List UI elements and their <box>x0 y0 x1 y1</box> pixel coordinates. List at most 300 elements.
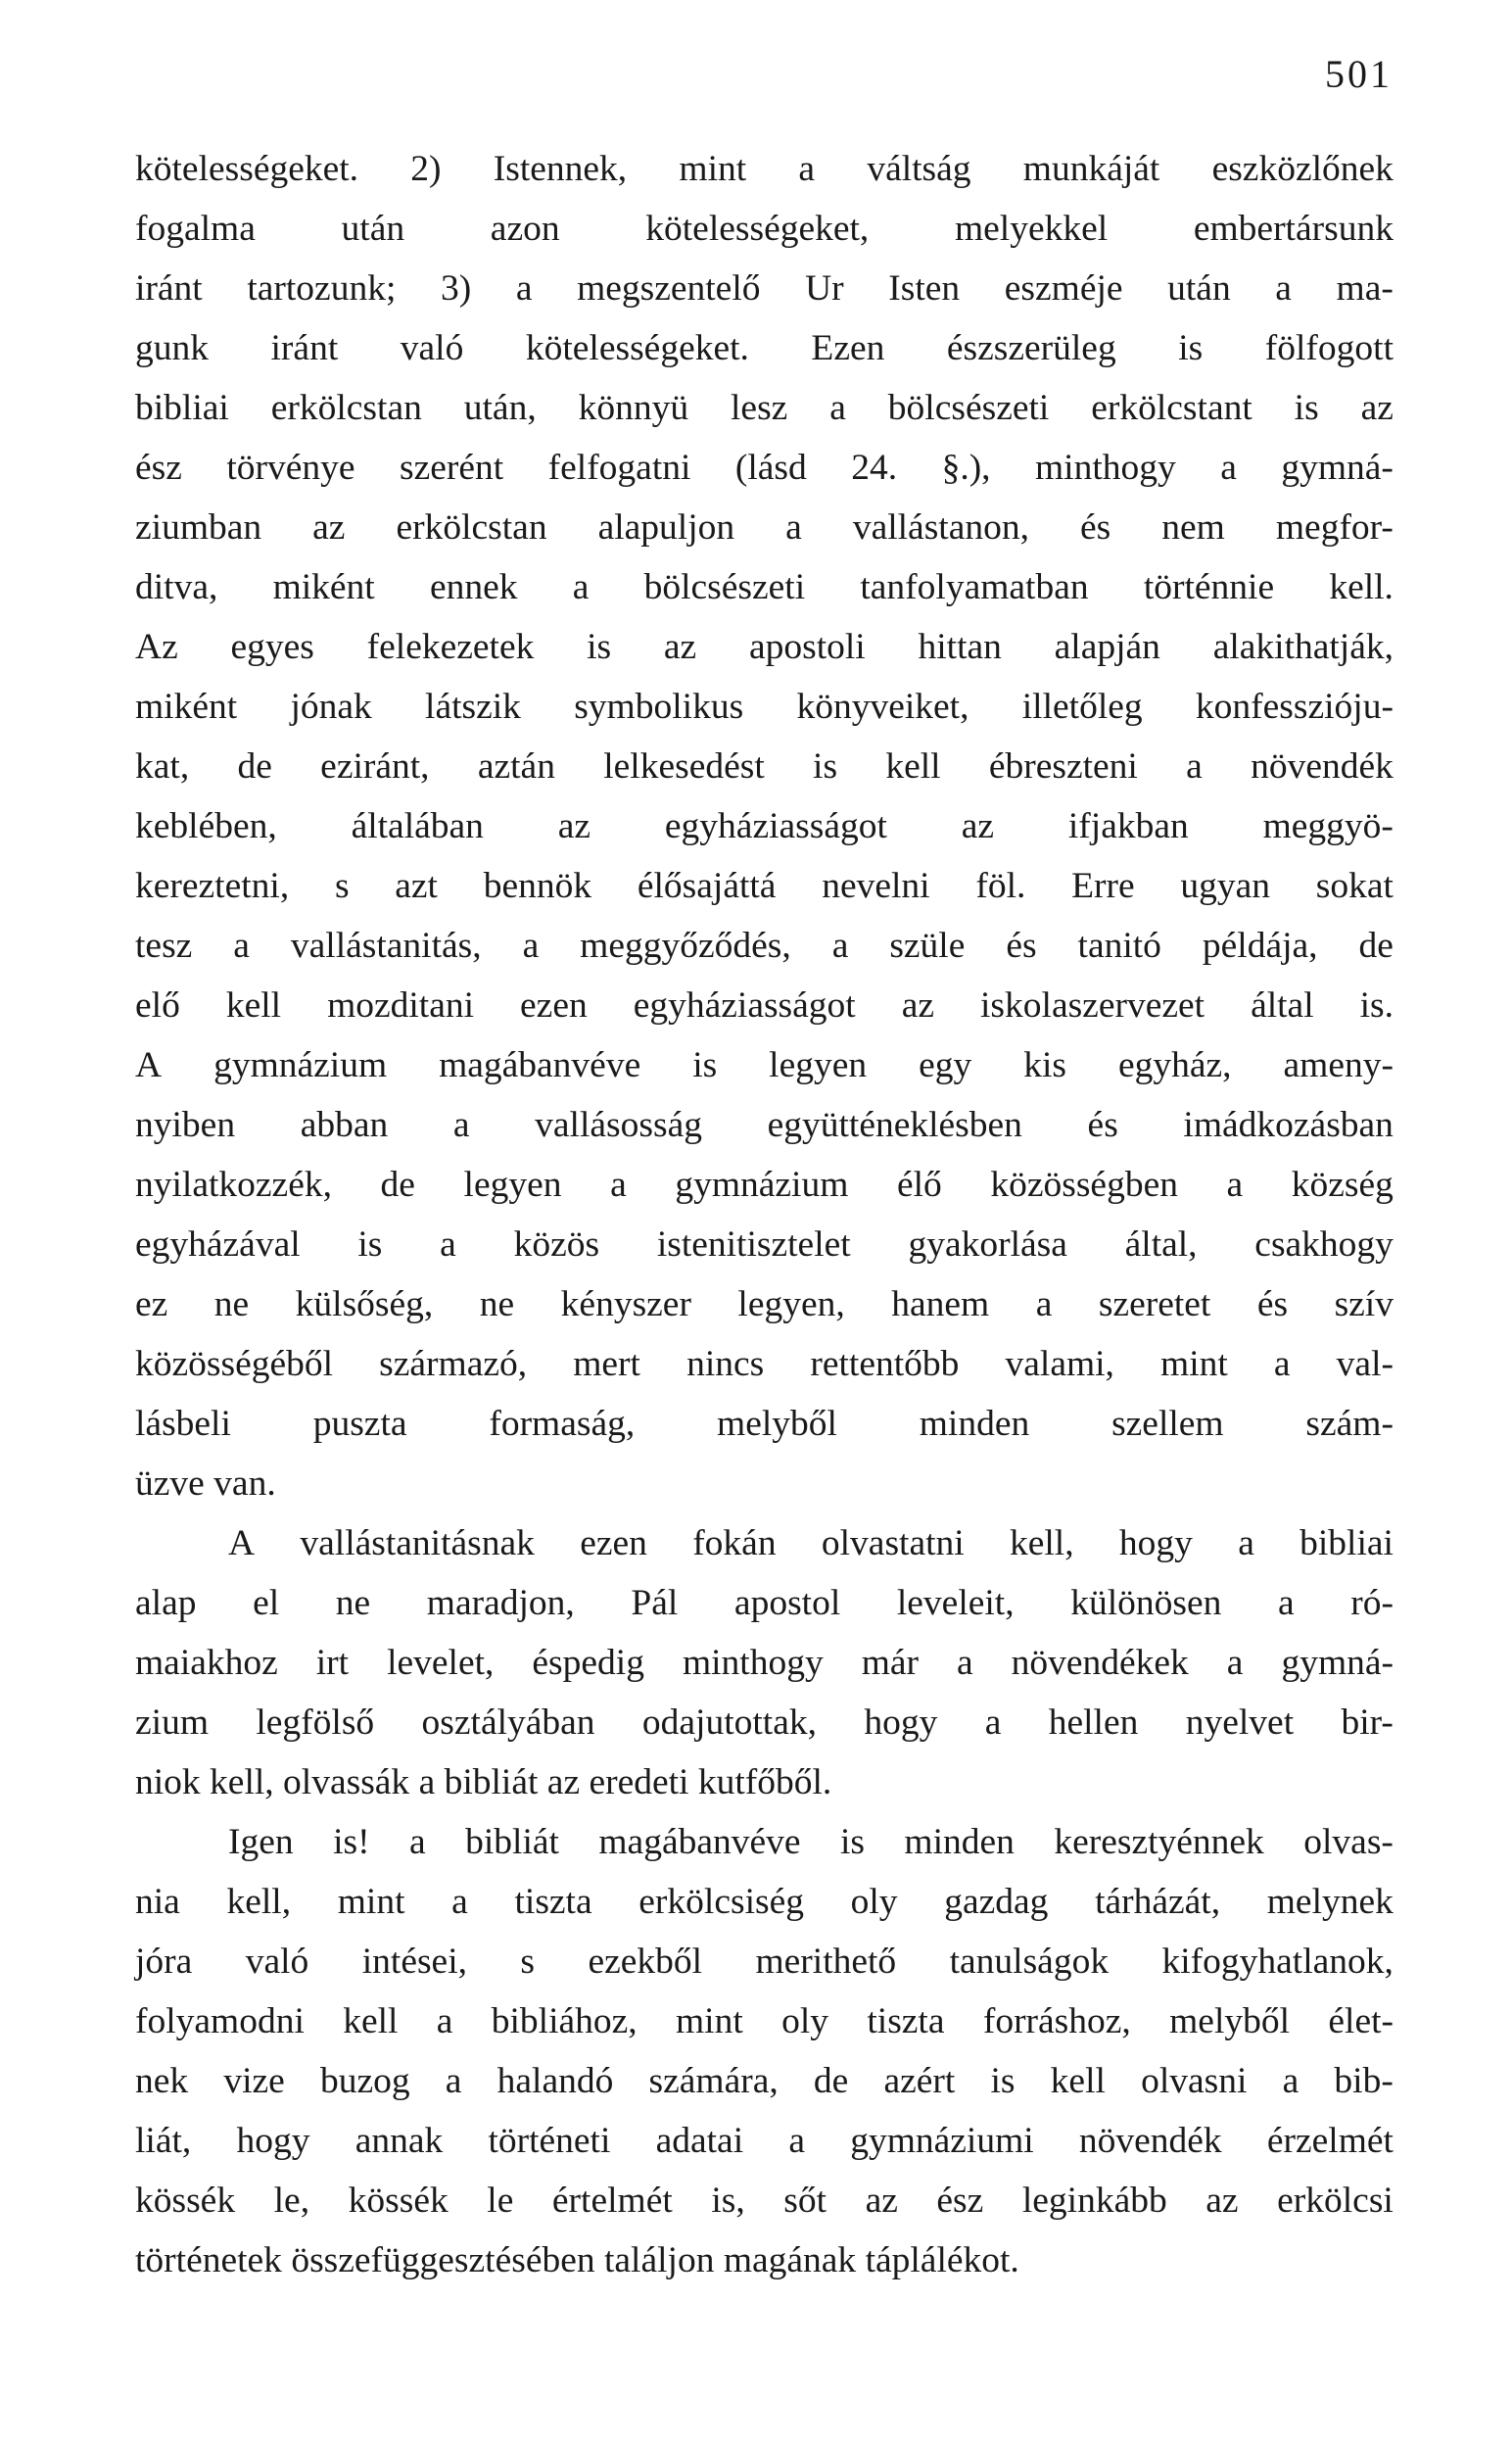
word: ezen <box>520 985 588 1026</box>
word: már <box>861 1643 919 1683</box>
word: ész <box>135 448 182 488</box>
word: minthogy <box>682 1643 824 1683</box>
word: olvassák <box>283 1762 410 1802</box>
word: leginkább <box>1021 2181 1167 2221</box>
word: történeti <box>488 2121 611 2161</box>
text-line <box>135 1812 1394 1872</box>
word: ne <box>335 1583 371 1623</box>
word: a <box>436 2001 453 2041</box>
word: Ezen <box>811 328 885 368</box>
text-line <box>135 1095 1394 1155</box>
word: melynek <box>1266 1882 1394 1922</box>
text-line <box>135 199 1394 259</box>
word: olvasni <box>1141 2061 1248 2101</box>
word: egyház, <box>1117 1045 1232 1085</box>
word: formaság, <box>489 1404 636 1444</box>
word: liát, <box>135 2121 192 2161</box>
word: minthogy <box>1035 448 1176 488</box>
word: példája, <box>1202 926 1318 966</box>
word: gunk <box>135 328 209 368</box>
word: A <box>135 1045 163 1085</box>
text-line <box>135 1573 1394 1633</box>
word: táplálékot. <box>865 2240 1019 2280</box>
word: is, <box>711 2181 745 2221</box>
word: legyen <box>463 1165 562 1205</box>
word: különösen <box>1070 1583 1222 1623</box>
word: kötelességeket, <box>645 209 870 249</box>
word: valami, <box>1005 1344 1114 1384</box>
word: a <box>451 1882 468 1922</box>
word: váltság <box>867 149 971 189</box>
word: jóra <box>135 1942 193 1982</box>
word: s <box>520 1942 536 1982</box>
word: erkölcstan <box>396 507 547 548</box>
word: ditva, <box>135 567 218 607</box>
word: elő <box>135 985 180 1026</box>
word: ezen <box>580 1523 647 1563</box>
word: eszközlőnek <box>1211 149 1394 189</box>
word: is <box>839 1822 865 1862</box>
word: eszméje <box>1004 268 1123 309</box>
word: eziránt, <box>320 746 430 787</box>
body-text <box>135 139 1394 2290</box>
word: erkölcstant <box>1091 388 1252 428</box>
word: de <box>380 1165 415 1205</box>
word: sőt <box>783 2181 827 2221</box>
word: fogalma <box>135 209 256 249</box>
word: nincs <box>686 1344 765 1384</box>
word: mint <box>679 149 747 189</box>
word: gymnázium <box>675 1165 849 1205</box>
text-line <box>135 1872 1394 1932</box>
word: legyen, <box>737 1284 845 1324</box>
word: magának <box>723 2240 857 2280</box>
word: nek <box>135 2061 189 2101</box>
text-line <box>135 1155 1394 1215</box>
word: bibliát <box>465 1822 559 1862</box>
word: a <box>788 2121 805 2161</box>
word: megfor- <box>1275 507 1394 548</box>
text-line <box>135 1215 1394 1274</box>
word: is <box>357 1224 383 1265</box>
word: mint <box>1160 1344 1228 1384</box>
word: egyes <box>230 627 314 667</box>
text-line <box>135 1633 1394 1693</box>
text-line <box>135 1454 1394 1513</box>
word: is! <box>333 1822 370 1862</box>
word: és <box>1080 507 1111 548</box>
word: alap <box>135 1583 197 1623</box>
word: fölfogott <box>1264 328 1394 368</box>
word: a <box>522 926 540 966</box>
word: alapján <box>1054 627 1160 667</box>
word: éspedig <box>532 1643 644 1683</box>
word: való <box>400 328 464 368</box>
text-line <box>135 617 1394 677</box>
word: ne <box>479 1284 515 1324</box>
word: zium <box>135 1703 209 1743</box>
word: odajutottak, <box>641 1703 817 1743</box>
word: szellem <box>1111 1404 1224 1444</box>
word: az <box>557 806 591 846</box>
text-line <box>135 1334 1394 1394</box>
word: összefüggesztésében <box>291 2240 595 2280</box>
word: is <box>990 2061 1016 2101</box>
word: rettentőbb <box>810 1344 960 1384</box>
word: az <box>865 2181 898 2221</box>
word: kötelességeket. <box>525 328 749 368</box>
word: intései, <box>361 1942 467 1982</box>
word: gymná- <box>1281 1643 1394 1683</box>
word: kössék <box>135 2181 236 2221</box>
word: növendék <box>1078 2121 1222 2161</box>
word: a <box>1226 1643 1244 1683</box>
word: azon <box>490 209 560 249</box>
word: minden <box>904 1822 1015 1862</box>
word: föl. <box>975 866 1026 906</box>
word: törvénye <box>226 448 355 488</box>
word: tiszta <box>514 1882 592 1922</box>
word: az <box>961 806 995 846</box>
text-line <box>135 2230 1394 2290</box>
word: az <box>901 985 935 1026</box>
word: Pál <box>631 1583 679 1623</box>
word: Az <box>135 627 178 667</box>
word: az <box>1205 2181 1239 2221</box>
word: nem <box>1161 507 1225 548</box>
word: után, <box>463 388 537 428</box>
text-line <box>135 1991 1394 2051</box>
word: le, <box>273 2181 310 2221</box>
word: Erre <box>1071 866 1135 906</box>
word: a <box>452 1105 470 1145</box>
word: kötelességeket. <box>135 149 359 189</box>
word: ezekből <box>588 1942 703 1982</box>
text-line <box>135 856 1394 916</box>
word: bibliát <box>444 1762 539 1802</box>
word: bölcsészeti <box>643 567 806 607</box>
word: imádkozásban <box>1183 1105 1394 1145</box>
text-line <box>135 677 1394 737</box>
word: is <box>692 1045 718 1085</box>
word: kifogyhatlanok, <box>1161 1942 1394 1982</box>
word: alakithatják, <box>1212 627 1394 667</box>
word: nyiben <box>135 1105 236 1145</box>
word: történnie <box>1143 567 1275 607</box>
word: egyháziasságot <box>633 985 856 1026</box>
word: ne <box>213 1284 250 1324</box>
word: a <box>956 1643 973 1683</box>
word: tiszta <box>867 2001 945 2041</box>
word: keresztyénnek <box>1054 1822 1264 1862</box>
word: erkölcsi <box>1277 2181 1394 2221</box>
word: folyamodni <box>135 2001 305 2041</box>
word: jónak <box>290 687 372 727</box>
word: s <box>334 866 350 906</box>
word: ifjakban <box>1067 806 1189 846</box>
word: 24. <box>851 448 898 488</box>
word: fokán <box>692 1523 777 1563</box>
word: hogy <box>1118 1523 1193 1563</box>
word: üzve <box>135 1463 205 1504</box>
word: a <box>1220 448 1237 488</box>
word: a <box>440 1224 456 1265</box>
word: kell <box>343 2001 399 2041</box>
word: a <box>1282 2061 1299 2101</box>
word: gymnáziumi <box>850 2121 1034 2161</box>
text-line <box>135 1693 1394 1752</box>
text-line <box>135 498 1394 557</box>
word: kell, <box>1009 1523 1074 1563</box>
word: Isten <box>888 268 961 309</box>
word: által <box>1251 985 1314 1026</box>
word: magábanvéve <box>598 1822 801 1862</box>
word: ennek <box>429 567 518 607</box>
word: tanulságok <box>949 1942 1110 1982</box>
word: ébreszteni <box>988 746 1138 787</box>
word: magábanvéve <box>439 1045 641 1085</box>
word: nia <box>135 1882 180 1922</box>
word: élet- <box>1328 2001 1394 2041</box>
word: a <box>785 507 802 548</box>
word: lesz <box>731 388 788 428</box>
word: bir- <box>1341 1703 1394 1743</box>
word: község <box>1291 1165 1394 1205</box>
word: közösségéből <box>135 1344 334 1384</box>
word: történetek <box>135 2240 282 2280</box>
word: kell <box>885 746 941 787</box>
word: vallástanitásnak <box>300 1523 535 1563</box>
word: felfogatni <box>547 448 691 488</box>
word: könnyü <box>578 388 689 428</box>
word: hogy <box>864 1703 938 1743</box>
word: maradjon, <box>426 1583 575 1623</box>
text-line <box>135 557 1394 617</box>
word: meggyőződés, <box>580 926 791 966</box>
word: irt <box>315 1643 350 1683</box>
word: vallástanon, <box>852 507 1029 548</box>
text-line <box>135 737 1394 796</box>
word: keblében, <box>135 806 277 846</box>
word: Istennek, <box>493 149 628 189</box>
word: is. <box>1359 985 1394 1026</box>
word: niok <box>135 1762 201 1802</box>
word: és <box>1256 1284 1289 1324</box>
word: a <box>1186 746 1203 787</box>
word: együtténeklésben <box>767 1105 1022 1145</box>
word: is <box>813 746 838 787</box>
word: (lásd <box>734 448 807 488</box>
word: hellen <box>1048 1703 1139 1743</box>
word: iránt <box>270 328 339 368</box>
word: tartozunk; <box>247 268 397 309</box>
word: a <box>798 149 816 189</box>
word: melyből <box>1169 2001 1291 2041</box>
word: aztán <box>477 746 555 787</box>
word: ugyan <box>1180 866 1271 906</box>
word: közösségben <box>990 1165 1178 1205</box>
word: val- <box>1336 1344 1394 1384</box>
word: megszentelő <box>577 268 761 309</box>
text-line <box>135 1932 1394 1991</box>
word: után <box>341 209 405 249</box>
word: a <box>1277 1583 1295 1623</box>
word: a <box>1238 1523 1254 1563</box>
text-line <box>135 438 1394 498</box>
word: gazdag <box>944 1882 1049 1922</box>
word: a <box>515 268 533 309</box>
word: a <box>984 1703 1002 1743</box>
word: szív <box>1334 1284 1394 1324</box>
word: hanem <box>891 1284 990 1324</box>
word: is <box>1178 328 1204 368</box>
word: hittan <box>918 627 1002 667</box>
word: lelkesedést <box>603 746 765 787</box>
word: vallástanitás, <box>290 926 482 966</box>
word: tanitó <box>1077 926 1161 966</box>
word: de <box>1358 926 1394 966</box>
word: levelet, <box>387 1643 495 1683</box>
text-line <box>135 2171 1394 2230</box>
text-line <box>135 259 1394 318</box>
word: azt <box>395 866 438 906</box>
word: kereztetni, <box>135 866 290 906</box>
word: kell <box>225 985 282 1026</box>
word: miként <box>272 567 375 607</box>
word: egyházával <box>135 1224 301 1265</box>
word: kell <box>1050 2061 1106 2101</box>
word: istenitisztelet <box>656 1224 851 1265</box>
word: eredeti <box>589 1762 689 1802</box>
word: a <box>409 1822 426 1862</box>
word: nevelni <box>822 866 930 906</box>
word: észszerüleg <box>946 328 1116 368</box>
word: olvas- <box>1303 1822 1394 1862</box>
word: symbolikus <box>574 687 744 727</box>
word: után <box>1167 268 1231 309</box>
page-number: 501 <box>1325 52 1393 96</box>
word: bibliai <box>135 388 229 428</box>
word: az <box>546 1762 581 1802</box>
word: nyelvet <box>1185 1703 1295 1743</box>
word: 3) <box>440 268 472 309</box>
word: iskolaszervezet <box>980 985 1205 1026</box>
word: kell, <box>226 1882 292 1922</box>
word: forráshoz, <box>982 2001 1131 2041</box>
word: halandó <box>496 2061 614 2101</box>
word: érzelmét <box>1266 2121 1394 2161</box>
word: 2) <box>410 149 442 189</box>
word: értelmét <box>551 2181 673 2221</box>
word: és <box>1087 1105 1118 1145</box>
text-line <box>135 796 1394 856</box>
word: könyveiket, <box>796 687 969 727</box>
word: kell, <box>210 1762 274 1802</box>
word: bölcsészeti <box>887 388 1050 428</box>
word: de <box>237 746 272 787</box>
word: de <box>813 2061 849 2101</box>
word: legyen <box>769 1045 868 1085</box>
word: az <box>1360 388 1394 428</box>
word: A <box>228 1523 256 1563</box>
word: melyekkel <box>954 209 1109 249</box>
word: közös <box>513 1224 600 1265</box>
word: által, <box>1124 1224 1198 1265</box>
word: a <box>610 1165 627 1205</box>
word: a <box>1226 1165 1244 1205</box>
word: adatai <box>655 2121 744 2161</box>
word: sokat <box>1315 866 1394 906</box>
word: maiakhoz <box>135 1643 278 1683</box>
word: számára, <box>648 2061 779 2101</box>
word: ziumban <box>135 507 262 548</box>
word: legfölső <box>256 1703 375 1743</box>
text-line <box>135 1274 1394 1334</box>
word: minden <box>919 1404 1030 1444</box>
word: a <box>233 926 250 966</box>
word: is <box>587 627 612 667</box>
text-line <box>135 139 1394 199</box>
word: általában <box>351 806 484 846</box>
word: bibliához, <box>491 2001 638 2041</box>
word: mint <box>337 1882 405 1922</box>
word: szerént <box>400 448 504 488</box>
word: erkölcstan <box>270 388 422 428</box>
word: élősajáttá <box>637 866 777 906</box>
word: a <box>1273 1344 1291 1384</box>
word: munkáját <box>1022 149 1160 189</box>
word: a <box>445 2061 462 2101</box>
word: szám- <box>1305 1404 1394 1444</box>
word: iránt <box>135 268 203 309</box>
word: el <box>253 1583 280 1623</box>
word: annak <box>354 2121 444 2161</box>
word: apostoli <box>748 627 866 667</box>
word: alapuljon <box>597 507 735 548</box>
text-line <box>135 976 1394 1035</box>
word: van. <box>213 1463 276 1504</box>
word: felekezetek <box>366 627 535 667</box>
word: ró- <box>1350 1583 1394 1623</box>
word: gymná- <box>1281 448 1394 488</box>
word: a <box>1035 1284 1053 1324</box>
word: oly <box>781 2001 829 2041</box>
word: gyakorlása <box>908 1224 1067 1265</box>
text-line <box>135 318 1394 378</box>
word: nyilatkozzék, <box>135 1165 332 1205</box>
word: a <box>1275 268 1292 309</box>
word: lásbeli <box>135 1404 231 1444</box>
word: vallásosság <box>535 1105 702 1145</box>
word: való <box>245 1942 309 1982</box>
word: látszik <box>425 687 521 727</box>
word: azért <box>883 2061 956 2101</box>
text-line <box>135 916 1394 976</box>
word: találjon <box>603 2240 715 2280</box>
word: származó, <box>379 1344 528 1384</box>
word: egy <box>919 1045 972 1085</box>
word: tesz <box>135 926 193 966</box>
word: és <box>1006 926 1037 966</box>
word: kat, <box>135 746 190 787</box>
word: embertársunk <box>1193 209 1394 249</box>
word: illetőleg <box>1021 687 1143 727</box>
word: konfesszióju- <box>1195 687 1394 727</box>
word: az <box>312 507 346 548</box>
word: leveleit, <box>896 1583 1015 1623</box>
word: meggyö- <box>1262 806 1394 846</box>
word: puszta <box>312 1404 407 1444</box>
